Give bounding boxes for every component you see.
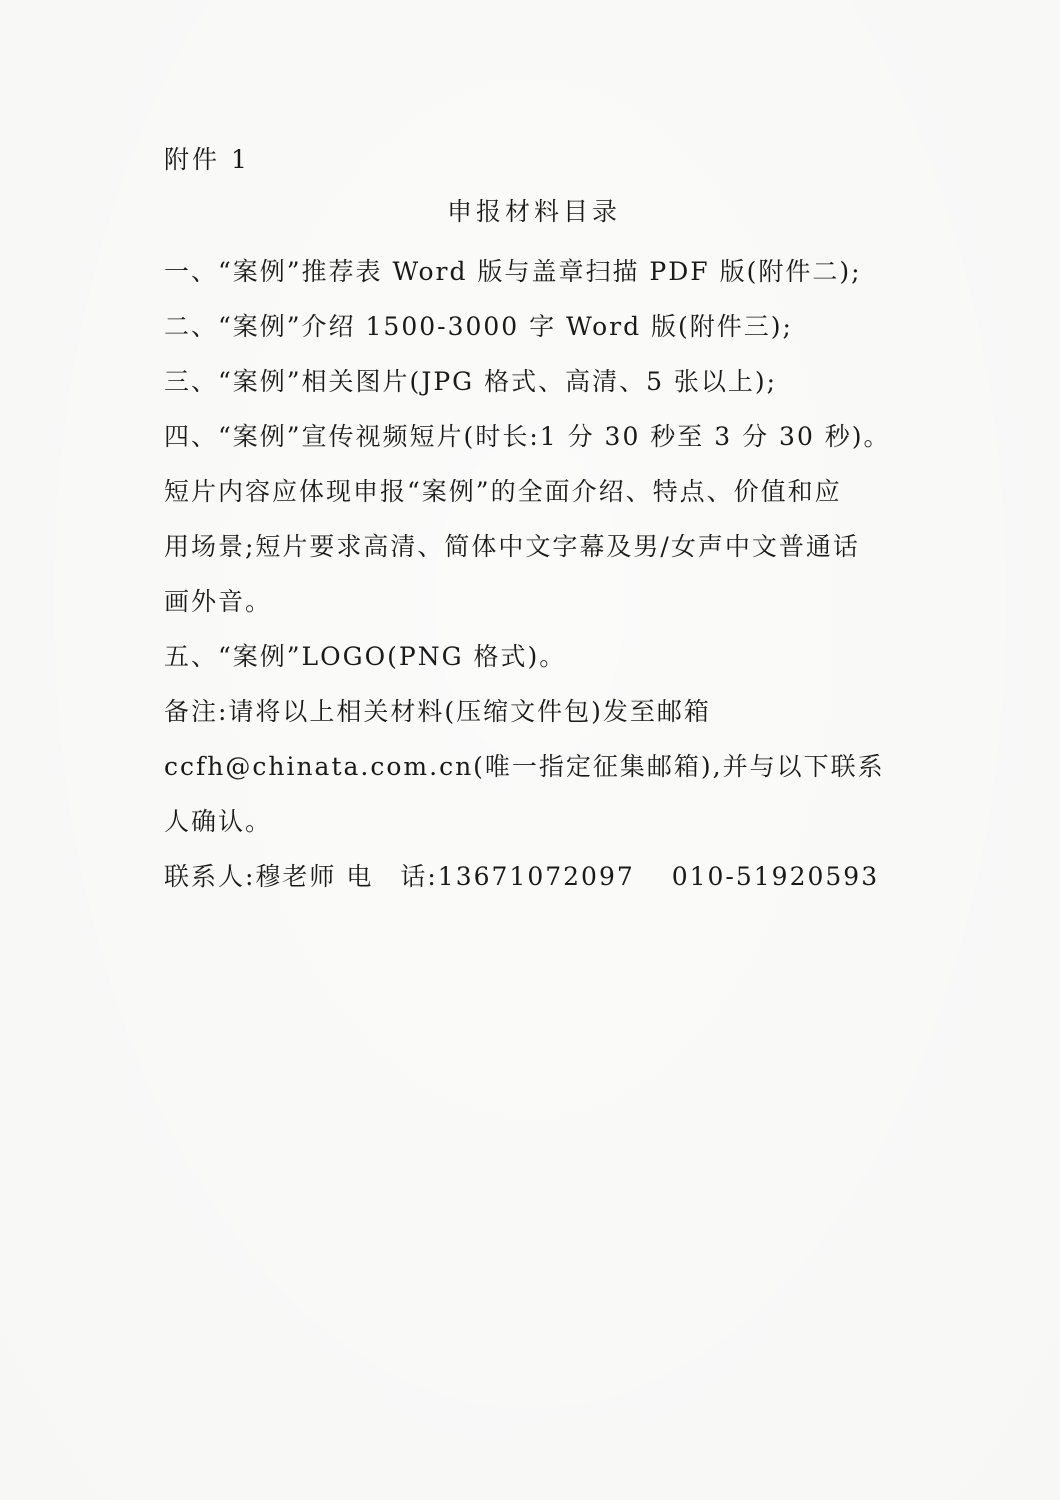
document-body [164,244,904,904]
document-title: 申报材料目录 [446,197,621,226]
remark-line-3: 人确认。 [164,807,273,836]
contact-line: 联系人:穆老师 电 话:13671072097 010-51920593 [164,862,880,891]
video-note-line-3: 画外音。 [164,587,273,616]
remark-line-1: 备注:请将以上相关材料(压缩文件包)发至邮箱 [164,697,711,726]
remark-line-2: ccfh@chinata.com.cn(唯一指定征集邮箱),并与以下联系 [164,752,885,781]
video-note-line-2: 用场景;短片要求高清、简体中文字幕及男/女声中文普通话 [164,532,860,561]
attachment-label: 附件 1 [164,145,250,174]
video-note-line-1: 短片内容应体现申报“案例”的全面介绍、特点、价值和应 [164,477,842,506]
list-item-3: 三、“案例”相关图片(JPG 格式、高清、5 张以上); [164,367,778,396]
list-item-1: 一、“案例”推荐表 Word 版与盖章扫描 PDF 版(附件二); [164,257,862,286]
list-item-2: 二、“案例”介绍 1500-3000 字 Word 版(附件三); [164,312,793,341]
list-item-5: 五、“案例”LOGO(PNG 格式)。 [164,642,567,671]
list-item-4: 四、“案例”宣传视频短片(时长:1 分 30 秒至 3 分 30 秒)。 [164,422,891,451]
